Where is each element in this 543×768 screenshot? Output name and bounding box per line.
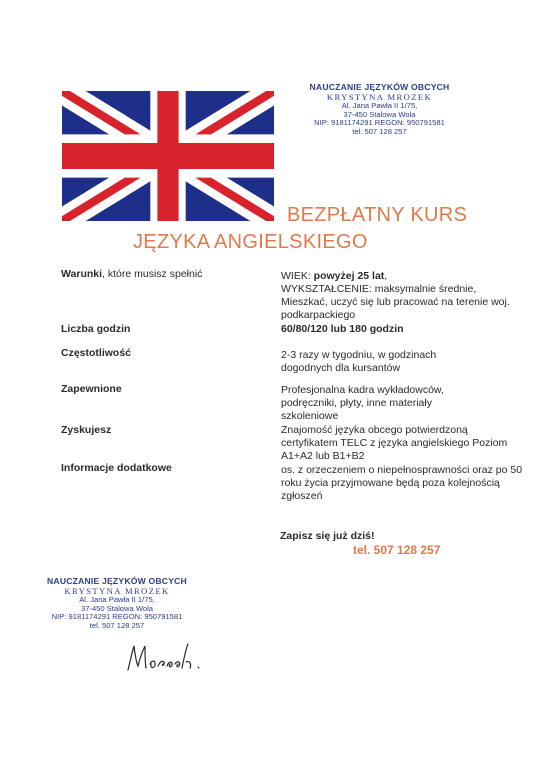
value-liczba-godzin: 60/80/120 lub 180 godzin bbox=[281, 323, 404, 335]
stamp-line-company: NAUCZANIE JĘZYKÓW OBCYCH bbox=[309, 82, 450, 92]
title-line-2: JĘZYKA ANGIELSKIEGO bbox=[133, 231, 368, 253]
stamp-line-owner: KRYSTYNA MROZEK bbox=[326, 91, 433, 102]
cta-text: Zapisz się już dziś! bbox=[280, 530, 375, 542]
stamp-line-city: 37-450 Stalowa Wola bbox=[80, 603, 154, 613]
value-zapewnione: Profesjonalna kadra wykładowców, podręczniki, płyty, inne materiały szkoleniowe bbox=[281, 384, 444, 422]
title-line-1: BEZPŁATNY KURS bbox=[287, 204, 468, 226]
stamp-line-city: 37-450 Stalowa Wola bbox=[343, 109, 416, 119]
label-zyskujesz: Zyskujesz bbox=[61, 424, 112, 436]
wiek-value: powyżej 25 lat bbox=[313, 270, 385, 282]
label-warunki bbox=[61, 268, 202, 280]
cta-phone: tel. 507 128 257 bbox=[353, 543, 441, 557]
stamp-line-phone: tel. 507 128 257 bbox=[352, 126, 407, 136]
label-zapewnione: Zapewnione bbox=[61, 383, 122, 395]
value-warunki bbox=[281, 270, 531, 322]
uk-flag-image bbox=[62, 91, 274, 221]
stamp-line-street: Al. Jana Pawła II 1/75, bbox=[79, 595, 155, 605]
value-zyskujesz: Znajomość języka obcego potwierdzoną certyfikatem TELC z języka angielskiego Poziom A1+A2 lub B1+B2 bbox=[281, 424, 508, 462]
stamp-line-company: NAUCZANIE JĘZYKÓW OBCYCH bbox=[47, 576, 187, 586]
wiek-suffix: , bbox=[384, 270, 388, 282]
label-warunki-bold: Warunki bbox=[61, 268, 103, 280]
handwritten-signature bbox=[122, 640, 208, 674]
value-czestotliwosc: 2-3 razy w tygodniu, w godzinach dogodnych dla kursantów bbox=[281, 349, 437, 374]
company-stamp-top bbox=[292, 83, 467, 136]
label-liczba-godzin: Liczba godzin bbox=[61, 323, 131, 335]
wiek-prefix: WIEK: bbox=[281, 270, 314, 282]
stamp-line-street: Al. Jana Pawła II 1/75, bbox=[341, 101, 418, 111]
label-informacje-dodatkowe: Informacje dodatkowe bbox=[61, 462, 172, 474]
stamp-line-owner: KRYSTYNA MROZEK bbox=[64, 585, 170, 596]
stamp-line-nip: NIP: 9181174291 REGON: 950791581 bbox=[314, 118, 445, 128]
stamp-line-phone: tel. 507 128 257 bbox=[89, 620, 145, 630]
label-warunki-rest: , które musisz spełnić bbox=[102, 268, 203, 280]
label-czestotliwosc: Częstotliwość bbox=[61, 347, 132, 359]
company-stamp-bottom bbox=[36, 577, 198, 630]
value-mieszkac: Mieszkać, uczyć się lub pracować na terenie woj. podkarpackiego bbox=[281, 296, 510, 321]
value-wiek bbox=[281, 270, 531, 283]
value-informacje-dodatkowe: os. z orzeczeniem o niepełnosprawności oraz po 50 roku życia przyjmowane będą poza kolejnością zgłoszeń bbox=[281, 464, 523, 502]
value-wyksztalcenie: WYKSZTAŁCENIE: maksymalnie średnie, bbox=[281, 283, 477, 295]
stamp-line-nip: NIP: 9181174291 REGON: 950791581 bbox=[51, 612, 183, 622]
